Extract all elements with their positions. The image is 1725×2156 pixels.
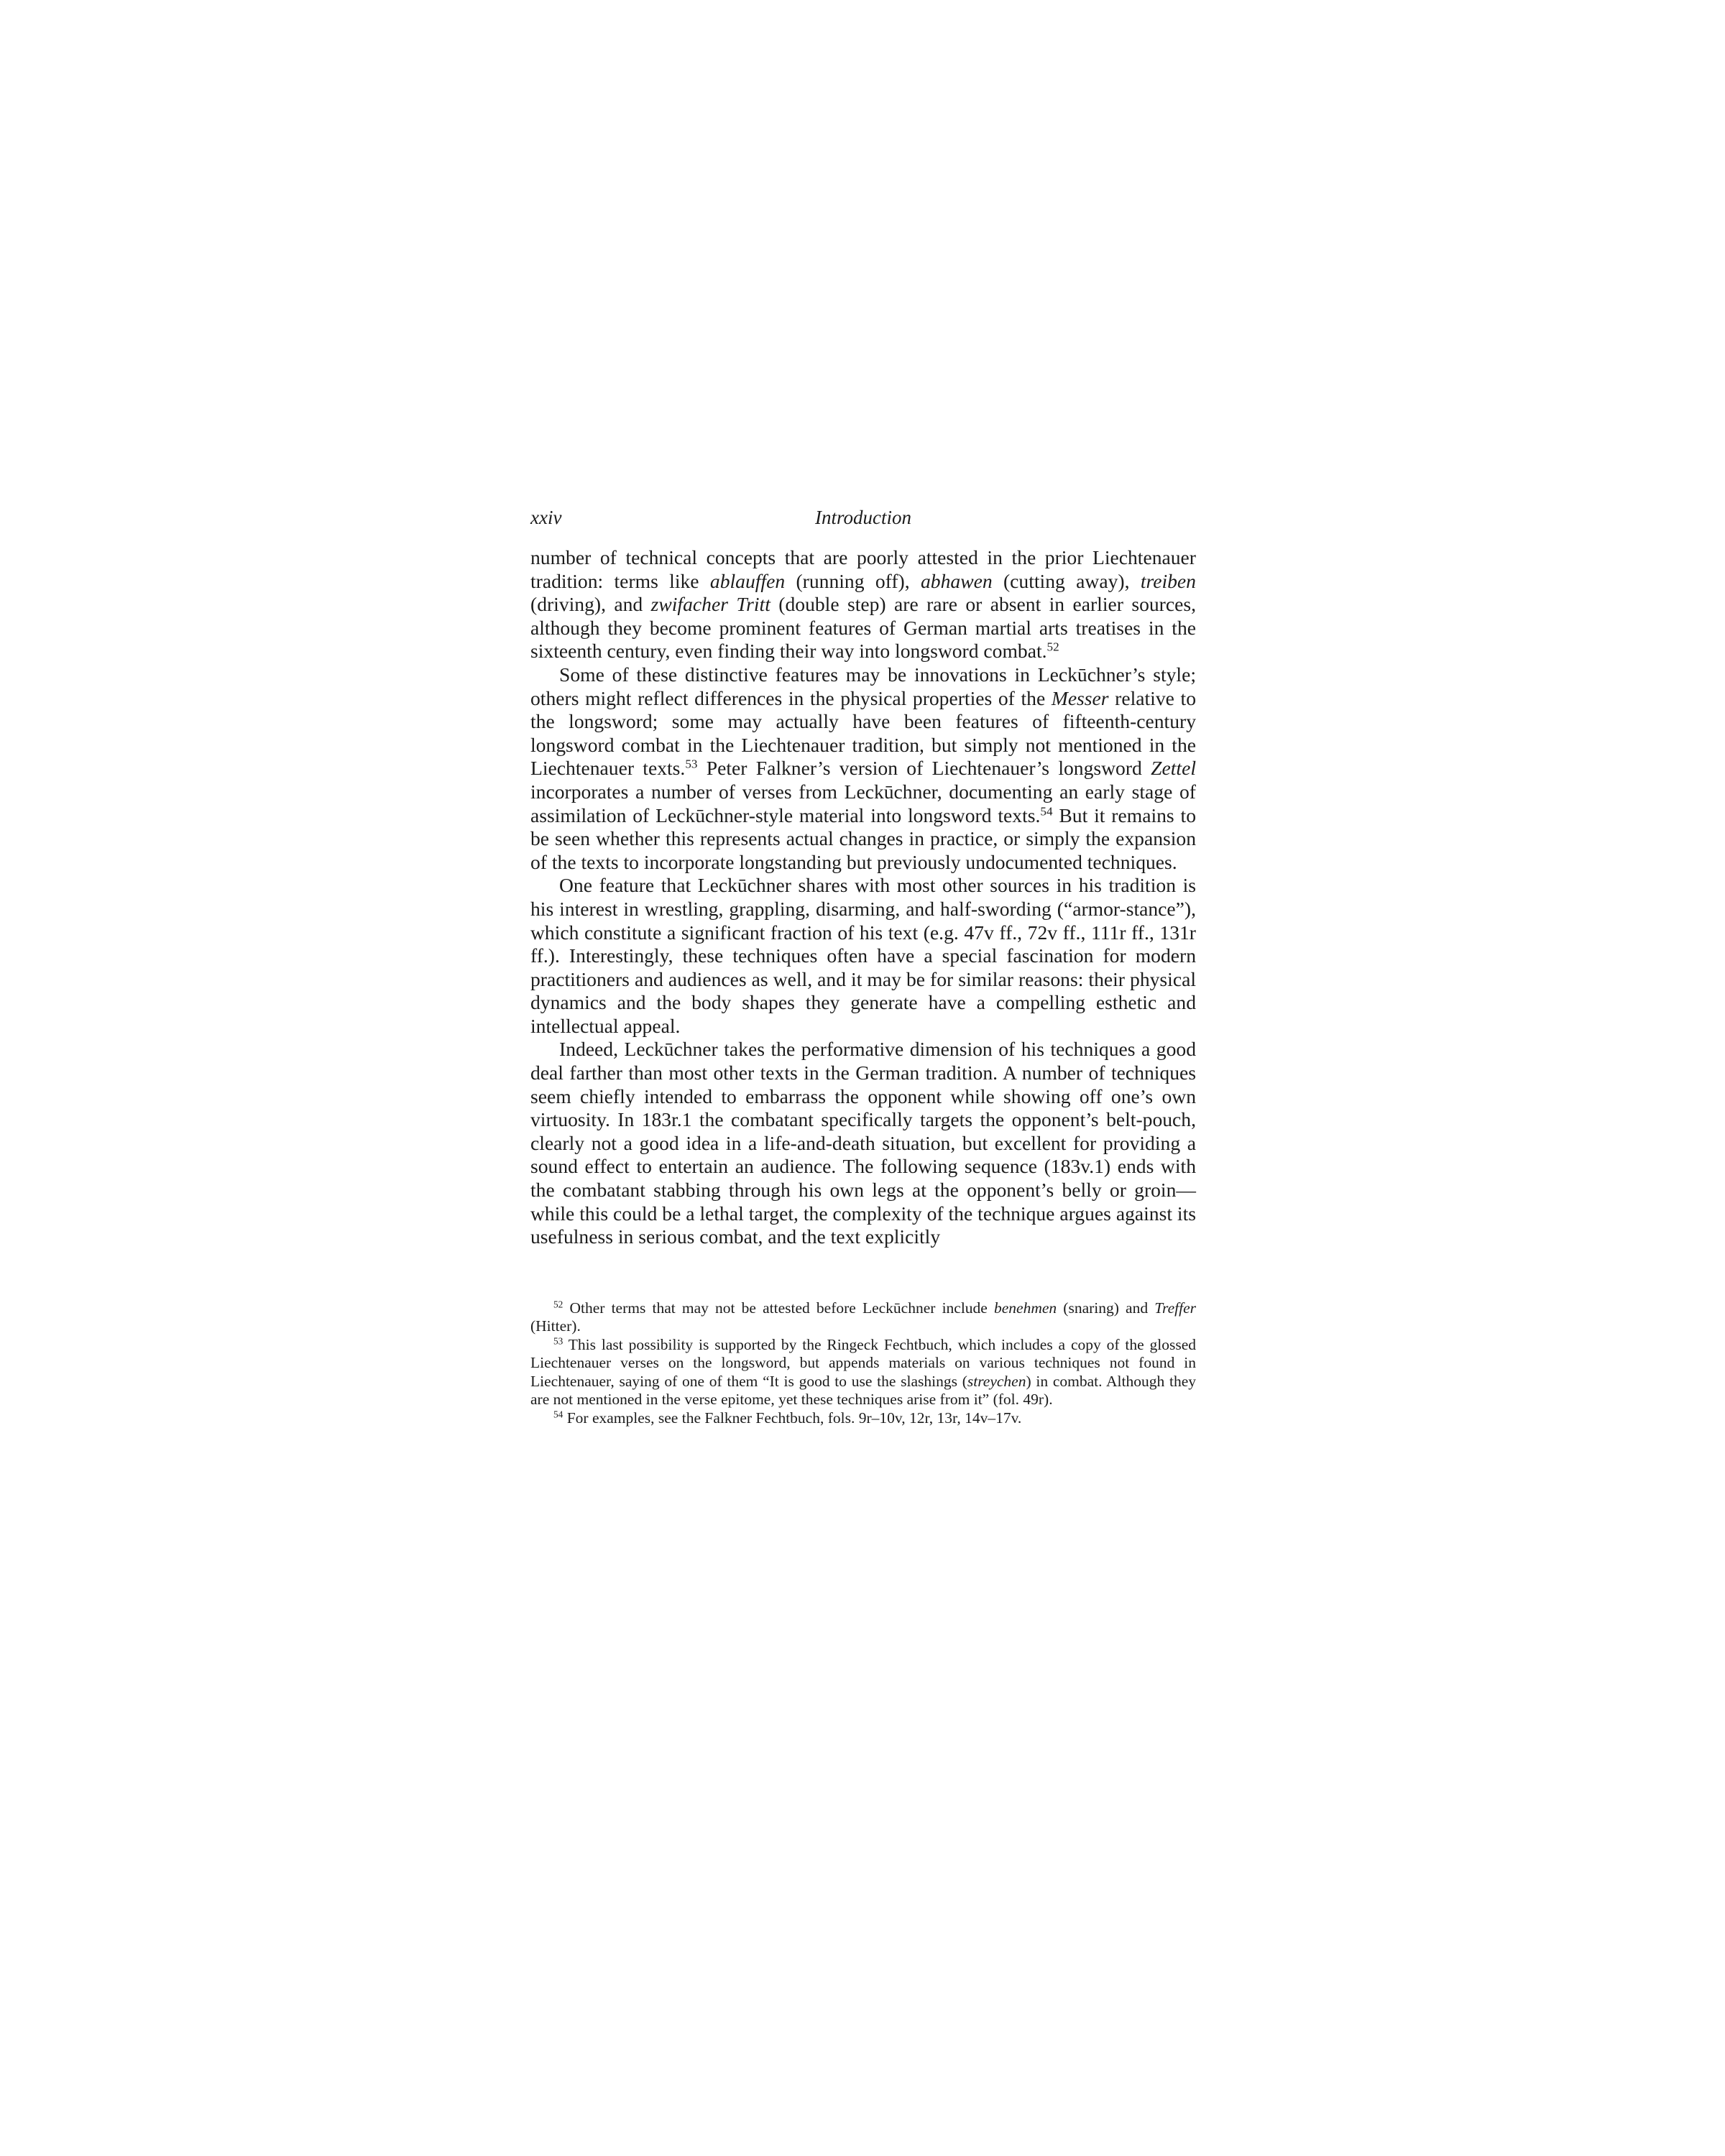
footnote [530,1336,1196,1409]
body-paragraph [530,874,1196,1038]
footnote-marker: 52 [1046,640,1059,654]
text-run: (driving), and [530,593,651,616]
running-head [530,503,1196,532]
text-run: (Hitter). [530,1317,581,1335]
italic-term: abhawen [921,569,993,592]
text-run: (double step) are rare or absent in earlier sources, although they become prominent features of German martial arts treatises in the sixteenth century, even finding their way into longsword combat. [530,593,1196,663]
text-run: But it remains to be seen whether this represents actual changes in practice, or simply the expansion of the texts to incorporate longstanding but previously undocumented techniques. [530,803,1196,873]
text-run: (snaring) and [1057,1299,1155,1317]
footnote [530,1299,1196,1336]
text-run: One feature that Leckūchner shares with most other sources in his tradition is his interest in wrestling, grappling, disarming, and half-swording (“armor-stance”), which constitute a significant fraction of his text (e.g. 47v ff., 72v ff., 111r ff., 131r ff.). Interestingly, these techniques often have a special fascination for modern practitioners and audiences as well, and it may be for similar reasons: their physical dynamics and the body shapes they generate have a compelling esthetic and intellectual appeal. [530,874,1196,1037]
footnote-marker: 52 [553,1299,564,1310]
italic-term: Messer [1051,686,1109,709]
text-run: number of technical concepts that are poorly attested in the prior Liechtenauer tradition: terms like [530,546,1196,592]
italic-term: streychen [967,1372,1026,1390]
footnote-marker: 54 [1040,804,1053,819]
text-run: Some of these distinctive features may be innovations in Leckūchner’s style; others might reflect differences in the physical properties of the [530,663,1196,709]
footnote-marker: 53 [685,757,698,771]
italic-term: benehmen [994,1299,1057,1317]
text-run: Indeed, Leckūchner takes the performative dimension of his techniques a good deal farther than most other texts in the German tradition. A number of techniques seem chiefly intended to embarrass the opponent while showing off one’s own virtuosity. In 183r.1 the combatant specifically targets the opponent’s belt-pouch, clearly not a good idea in a life-and-death situation, but excellent for providing a sound effect to entertain an audience. The following sequence (183v.1) ends with the combatant stabbing through his own legs at the opponent’s belly or groin—while this could be a lethal target, the complexity of the technique argues against its usefulness in serious combat, and the text explicitly [530,1038,1196,1248]
footnotes [530,1299,1196,1428]
italic-term: Zettel [1151,757,1196,780]
running-title: Introduction [815,507,911,528]
footnote [530,1409,1196,1428]
italic-term: Treffer [1154,1299,1196,1317]
text-run: Other terms that may not be attested before Leckūchner include [563,1299,994,1317]
text-run: For examples, see the Falkner Fechtbuch, fols. 9r–10v, 12r, 13r, 14v–17v. [563,1409,1022,1427]
italic-term: zwifacher Tritt [650,593,770,616]
body-paragraph [530,1038,1196,1248]
text-run: incorporates a number of verses from Leckūchner, documenting an early stage of assimilation of Leckūchner-style material into longsword texts. [530,780,1196,826]
text-run: This last possibility is supported by the Ringeck Fechtbuch, which includes a copy of the glossed Liechtenauer verses on the longsword, but appends materials on various techniques not found in Liechtenauer, saying of one of them “It is good to use the slashings ( [530,1335,1196,1390]
text-run: Peter Falkner’s version of Liechtenauer’s longsword [697,757,1151,780]
text-run: relative to the longsword; some may actually have been features of fifteenth-century longsword combat in the Liechtenauer tradition, but simply not mentioned in the Liechtenauer texts. [530,686,1196,780]
page-number: xxiv [530,507,562,528]
text-run: (cutting away), [992,569,1141,592]
footnote-marker: 53 [553,1335,564,1347]
italic-term: treiben [1140,569,1196,592]
text-run: ) in combat. Although they are not mentioned in the verse epitome, yet these techniques arise from it” (fol. 49r). [530,1372,1197,1409]
italic-term: ablauffen [709,569,786,592]
footnote-marker: 54 [553,1409,564,1420]
body-paragraph [530,546,1196,663]
body-paragraph [530,663,1196,874]
body-text [530,546,1196,1249]
text-run: (running off), [785,569,921,592]
page-block [530,503,1196,1427]
